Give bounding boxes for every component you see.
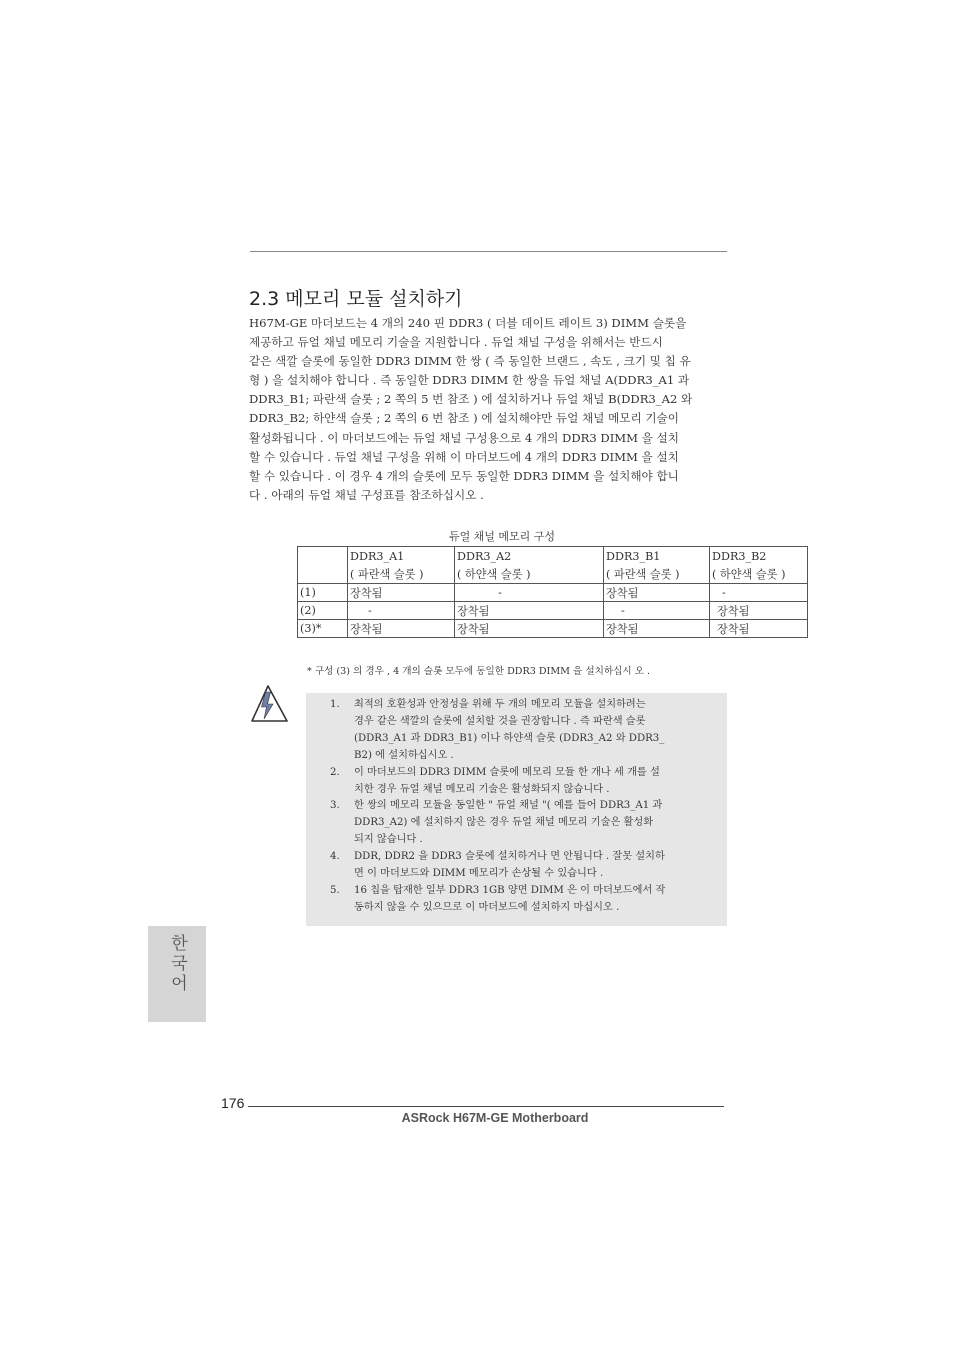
note-number: 1. [330, 699, 340, 710]
body-paragraph [249, 314, 729, 505]
table-subheader-cell [298, 565, 348, 584]
note-line: DDR3_A2) 에 설치하지 않은 경우 듀얼 채널 메모리 기술은 활성화 [354, 817, 654, 829]
note-line: 경우 같은 색깔의 슬롯에 설치할 것을 권장합니다 . 즉 파란색 슬롯 [354, 715, 646, 727]
body-line: H67M-GE 마더보드는 4 개의 240 핀 DDR3 ( 더블 데이트 레이트 3) DIMM 슬롯을 [249, 316, 687, 330]
note-line: 이 마더보드의 DDR3 DIMM 슬롯에 메모리 모듈 한 개나 세 개를 설 [354, 766, 660, 778]
table-subheader-cell: ( 하얀색 슬롯 ) [710, 565, 808, 584]
note-text [354, 798, 690, 849]
table-header-row [298, 547, 808, 566]
note-line: B2) 에 설치하십시오 . [354, 749, 454, 761]
table-cell: (3)* [298, 620, 348, 638]
table-row [298, 584, 808, 602]
note-number: 5. [330, 884, 340, 896]
table-header-cell [298, 547, 348, 566]
language-side-tab [148, 926, 206, 1022]
note-text [354, 697, 690, 765]
table-cell: 장착됨 [710, 602, 808, 620]
table-cell: (1) [298, 584, 348, 602]
note-text [354, 883, 690, 917]
language-label: 한국어 [167, 934, 187, 994]
note-line: 면 이 마더보드와 DIMM 메모리가 손상될 수 있습니다 . [354, 868, 604, 880]
table-header-cell: DDR3_B2 [710, 547, 808, 566]
body-line: 활성화됩니다 . 이 마더보드에는 듀얼 채널 구성용으로 4 개의 DDR3 DIMM 을 설치 [249, 430, 679, 445]
warning-icon [250, 684, 290, 724]
table-cell: 장착됨 [710, 620, 808, 638]
table-cell: (2) [298, 602, 348, 620]
table-cell: 장착됨 [455, 602, 604, 620]
footer-title: ASRock H67M-GE Motherboard [401, 1111, 589, 1125]
table-cell: - [710, 584, 808, 602]
table-cell: 장착됨 [604, 584, 710, 602]
notes-list [330, 697, 690, 917]
note-number: 4. [330, 851, 340, 863]
note-line: (DDR3_A1 과 DDR3_B1) 이나 하얀색 슬롯 (DDR3_A2 와 DDR3_ [354, 732, 665, 744]
list-item [330, 849, 690, 883]
note-line: 치한 경우 듀얼 채널 메모리 기술은 활성화되지 않습니다 . [354, 783, 610, 795]
note-line: 한 쌍의 메모리 모듈을 동일한 " 듀얼 채널 "( 예를 들어 DDR3_A1 과 [354, 800, 663, 812]
table-row [298, 620, 808, 638]
note-line: 되지 않습니다 . [354, 834, 423, 846]
footer-rule [248, 1106, 724, 1107]
table-subheader-cell: ( 파란색 슬롯 ) [348, 565, 455, 584]
body-line: 형 ) 을 설치해야 합니다 . 즉 동일한 DDR3 DIMM 한 쌍을 듀얼 채널 A(DDR3_A1 과 [249, 373, 690, 388]
dual-channel-config-table [297, 546, 808, 638]
table-subheader-cell: ( 파란색 슬롯 ) [604, 565, 710, 584]
body-line: DDR3_B2; 하얀색 슬롯 ; 2 쪽의 6 번 참조 ) 에 설치해야만 듀얼 채널 메모리 기술이 [249, 411, 679, 426]
list-item [330, 697, 690, 765]
list-item [330, 798, 690, 849]
page-number: 176 [221, 1095, 245, 1111]
list-item [330, 883, 690, 917]
table-cell: 장착됨 [348, 620, 455, 638]
table-cell: 장착됨 [348, 584, 455, 602]
table-header-cell: DDR3_A1 [348, 547, 455, 566]
table-cell: - [348, 602, 455, 620]
body-line: 제공하고 듀얼 채널 메모리 기술을 지원합니다 . 듀얼 채널 구성을 위해서는 반드시 [249, 335, 663, 350]
body-line: 다 . 아래의 듀얼 채널 구성표를 참조하십시오 . [249, 487, 484, 502]
list-item [330, 765, 690, 799]
note-line: 동하지 않을 수 있으므로 이 마더보드에 설치하지 마십시오 . [354, 901, 620, 913]
table-header-cell: DDR3_B1 [604, 547, 710, 566]
note-number: 3. [330, 800, 340, 812]
note-text [354, 849, 690, 883]
table-caption: 듀얼 채널 메모리 구성 [448, 530, 556, 543]
table-cell: - [455, 584, 604, 602]
table-cell: - [604, 602, 710, 620]
body-line: 할 수 있습니다 . 듀얼 채널 구성을 위해 이 마더보드에 4 개의 DDR3 DIMM 을 설치 [249, 449, 679, 464]
header-rule [250, 251, 727, 252]
body-line: DDR3_B1; 파란색 슬롯 ; 2 쪽의 5 번 참조 ) 에 설치하거나 듀얼 채널 B(DDR3_A2 와 [249, 392, 693, 407]
note-line: 최적의 호환성과 안정성을 위해 두 개의 메모리 모듈을 설치하려는 [354, 699, 646, 710]
table-cell: 장착됨 [455, 620, 604, 638]
table-cell: 장착됨 [604, 620, 710, 638]
body-line: 같은 색깔 슬롯에 동일한 DDR3 DIMM 한 쌍 ( 즉 동일한 브랜드 , 속도 , 크기 및 칩 유 [249, 354, 691, 369]
section-title: 2.3 메모리 모듈 설치하기 [249, 288, 463, 310]
table-subheader-row [298, 565, 808, 584]
note-text [354, 765, 690, 799]
note-number: 2. [330, 766, 340, 778]
note-line: DDR, DDR2 을 DDR3 슬롯에 설치하거나 면 안됩니다 . 잘못 설치하 [354, 851, 665, 863]
table-footnote: * 구성 (3) 의 경우 , 4 개의 슬롯 모두에 동일한 DDR3 DIMM 을 설치하십시 오 . [307, 666, 651, 677]
table-subheader-cell: ( 하얀색 슬롯 ) [455, 565, 604, 584]
note-line: 16 칩을 탑재한 일부 DDR3 1GB 양면 DIMM 은 이 마더보드에서 작 [354, 884, 666, 896]
table-header-cell: DDR3_A2 [455, 547, 604, 566]
table-row [298, 602, 808, 620]
body-line: 할 수 있습니다 . 이 경우 4 개의 슬롯에 모두 동일한 DDR3 DIMM 을 설치해야 합니 [249, 468, 679, 483]
